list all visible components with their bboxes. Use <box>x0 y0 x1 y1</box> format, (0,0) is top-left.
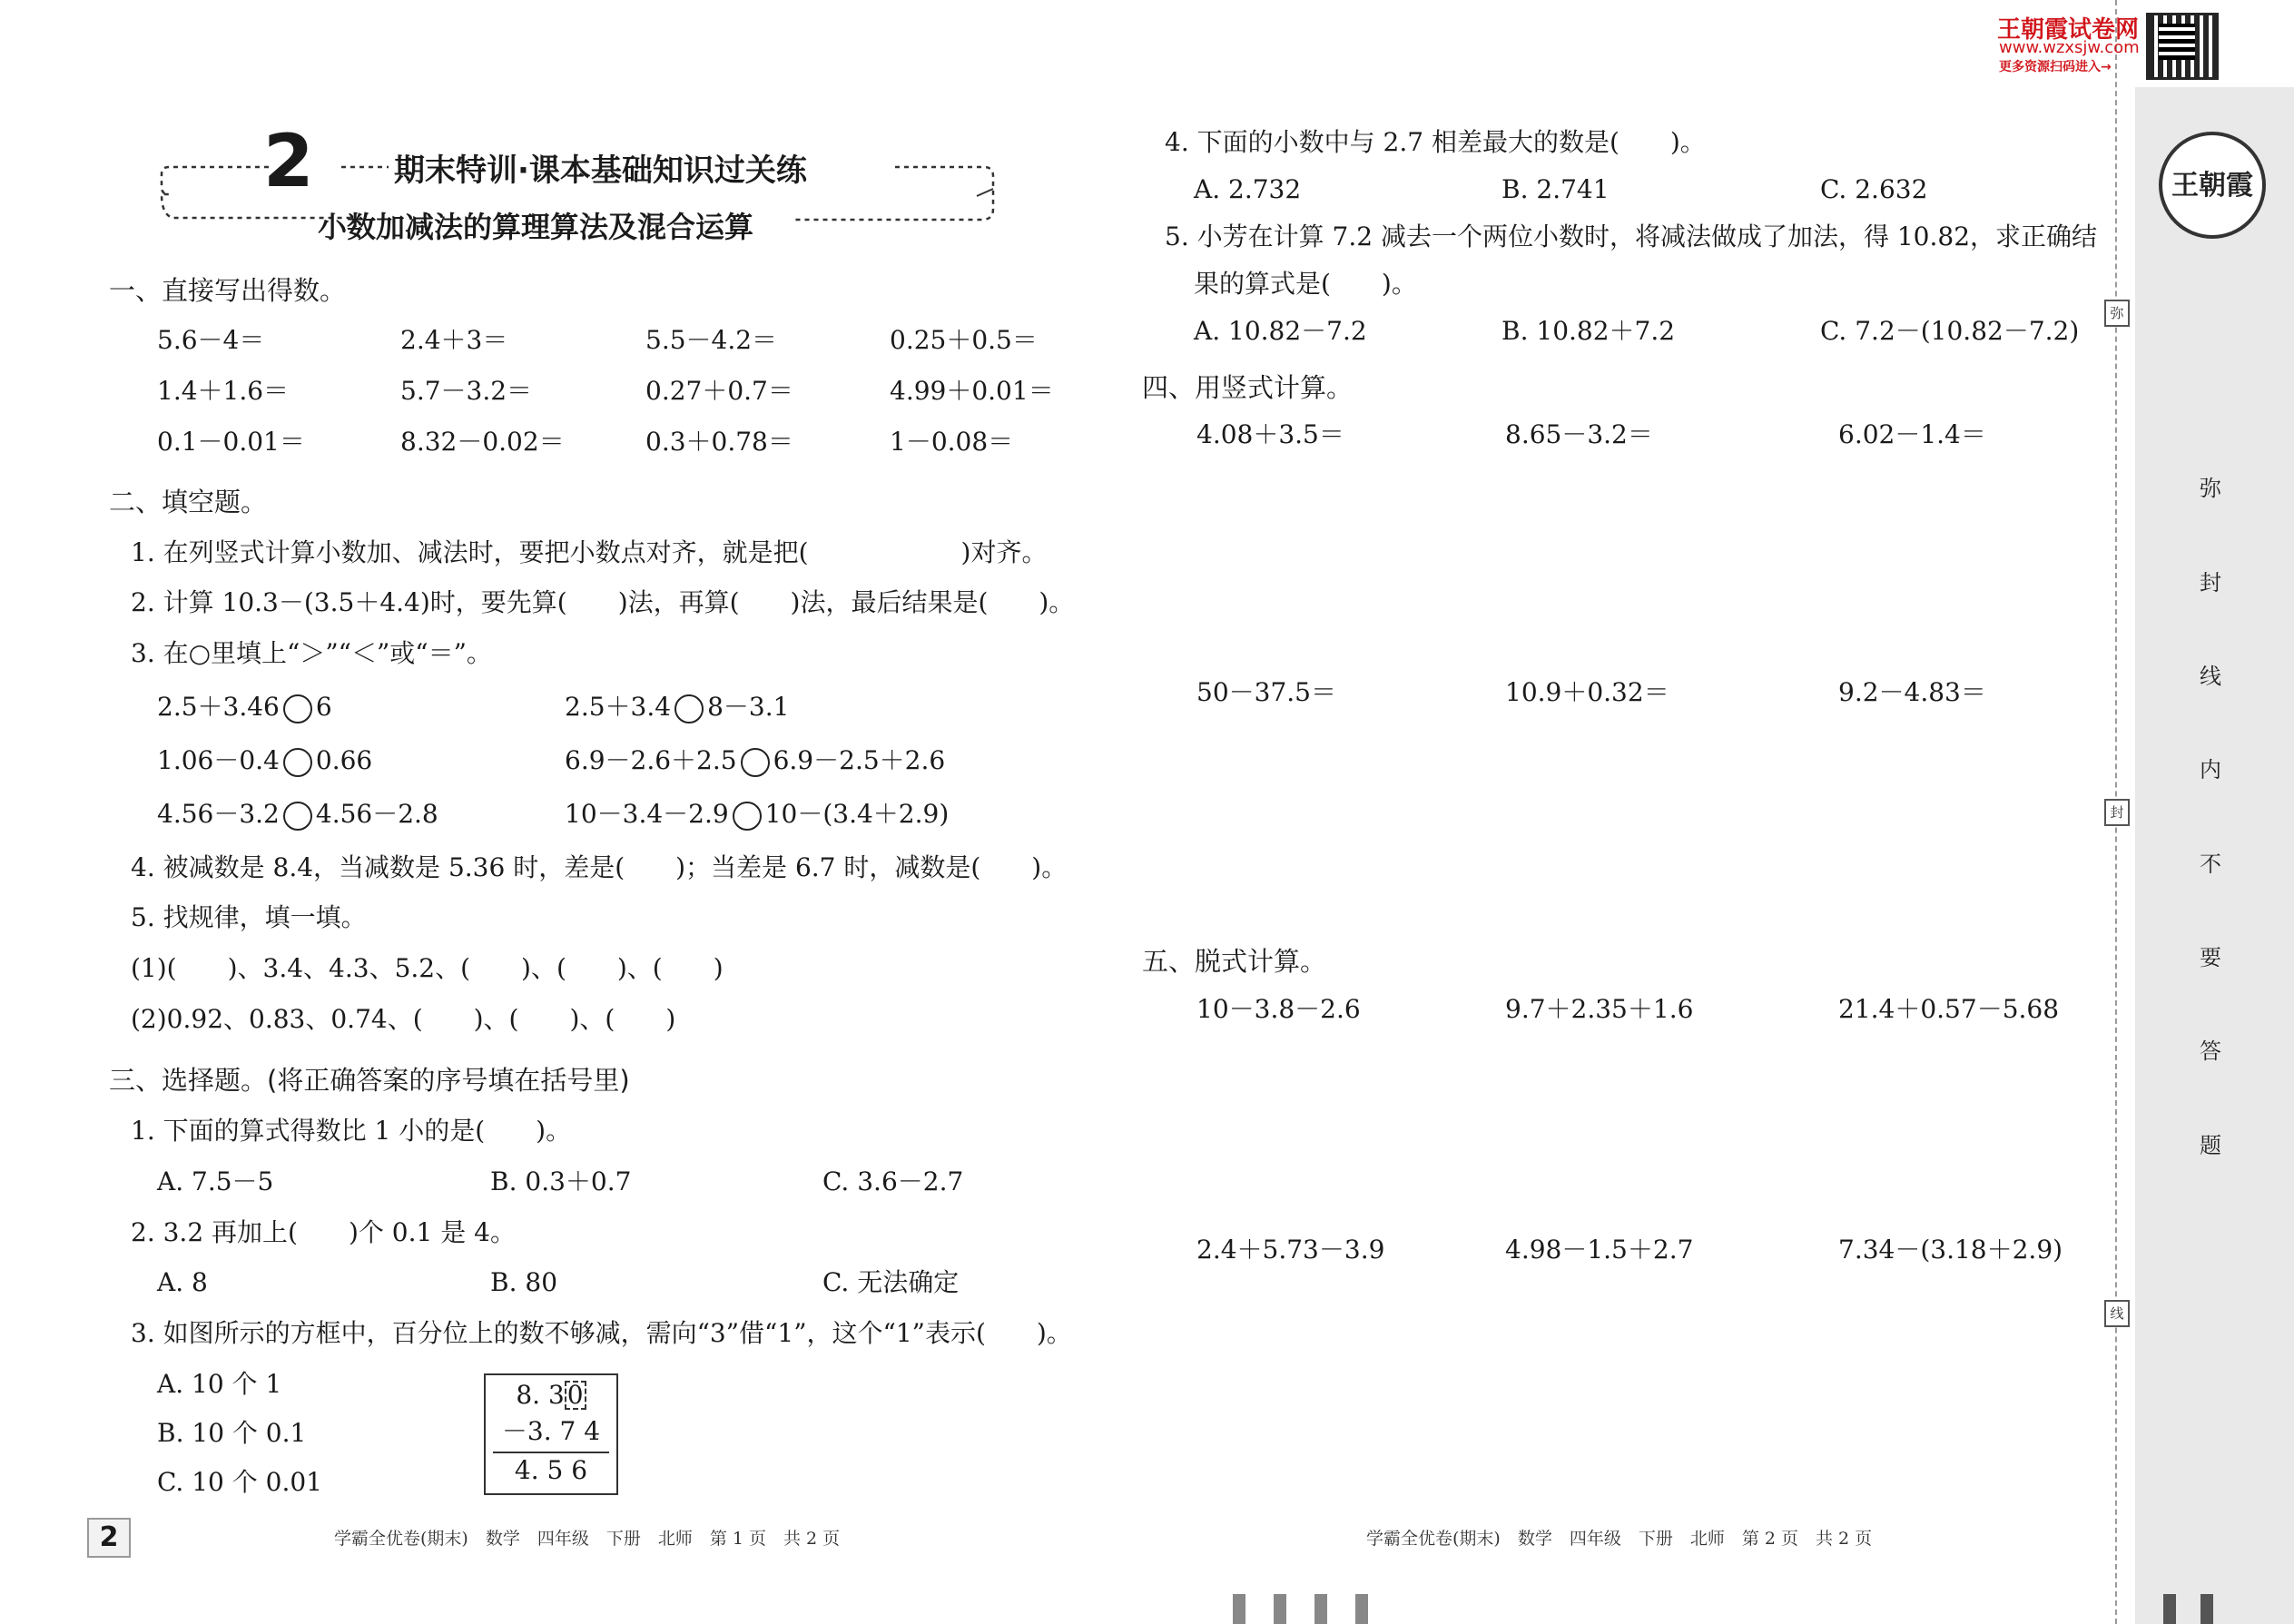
choice-question: 3. 如图所示的方框中，百分位上的数不够减，需向“3”借“1”，这个“1”表示( )。 <box>131 1318 1072 1348</box>
section-4-heading: 四、用竖式计算。 <box>1142 372 1354 403</box>
choice-question: 1. 下面的算式得数比 1 小的是( )。 <box>131 1116 572 1146</box>
registration-bar <box>2200 1594 2213 1624</box>
choice-option: B. 10 个 0.1 <box>157 1418 307 1448</box>
calc-item: 5.6－4＝ <box>157 325 265 355</box>
section-1-heading: 一、直接写出得数。 <box>109 275 347 306</box>
section-2-heading: 二、填空题。 <box>109 487 268 517</box>
compare-circle[interactable] <box>283 802 312 831</box>
choice-option: A. 2.732 <box>1194 174 1302 204</box>
hundredths-dashed-box: 0 <box>565 1381 586 1410</box>
section-5-heading: 五、脱式计算。 <box>1142 946 1327 977</box>
calc-item: 5.7－3.2＝ <box>400 376 533 406</box>
fill-question: 1. 在列竖式计算小数加、减法时，要把小数点对齐，就是把( )对齐。 <box>131 537 1048 567</box>
choice-option: B. 80 <box>490 1267 558 1297</box>
calc-item: 0.3＋0.78＝ <box>645 427 793 457</box>
side-char: 封 <box>2200 570 2221 595</box>
page-number-badge: 2 <box>87 1518 131 1558</box>
registration-bar <box>1314 1594 1327 1624</box>
fill-question: 3. 在○里填上“＞”“＜”或“＝”。 <box>131 638 492 668</box>
calc-item: 8.32－0.02＝ <box>400 427 565 457</box>
choice-option: A. 7.5－5 <box>157 1166 274 1196</box>
step-calc: 7.34－(3.18＋2.9) <box>1838 1235 2063 1265</box>
brand-logo <box>2159 132 2266 239</box>
seal-mark: 线 <box>2104 1300 2130 1327</box>
step-calc: 10－3.8－2.6 <box>1196 994 1361 1024</box>
vertical-calc: 10.9＋0.32＝ <box>1505 677 1669 707</box>
compare-circle[interactable] <box>674 694 704 723</box>
figure-line-3: 4. 5 6 <box>514 1455 588 1485</box>
subtraction-figure <box>484 1373 618 1495</box>
compare-item: 4.56－3.2 4.56－2.8 <box>157 799 438 829</box>
figure-rule <box>493 1452 609 1453</box>
seal-mark: 弥 <box>2104 300 2130 327</box>
choice-option: C. 无法确定 <box>822 1267 960 1297</box>
step-calc: 2.4＋5.73－3.9 <box>1196 1235 1385 1265</box>
vertical-calc: 8.65－3.2＝ <box>1505 419 1653 449</box>
pattern-line: (1)( )、3.4、4.3、5.2、( )、( )、( ) <box>131 953 724 983</box>
choice-question: 4. 下面的小数中与 2.7 相差最大的数是( )。 <box>1165 127 1706 157</box>
choice-option: B. 2.741 <box>1501 174 1610 204</box>
calc-item: 0.27＋0.7＝ <box>645 376 793 406</box>
registration-bar <box>1274 1594 1286 1624</box>
vertical-calc: 4.08＋3.5＝ <box>1196 419 1344 449</box>
fill-question: 5. 找规律，填一填。 <box>131 902 367 932</box>
vertical-calc: 9.2－4.83＝ <box>1838 677 1986 707</box>
compare-item: 2.5＋3.4 8－3.1 <box>565 692 790 722</box>
registration-bar <box>2163 1594 2176 1624</box>
watermark-url[interactable]: www.wzxsjw.com <box>1999 38 2140 57</box>
compare-circle[interactable] <box>283 694 312 723</box>
calc-item: 5.5－4.2＝ <box>645 325 778 355</box>
choice-option: C. 10 个 0.01 <box>157 1467 323 1497</box>
side-char: 弥 <box>2200 476 2221 501</box>
fill-question: 2. 计算 10.3－(3.5＋4.4)时，要先算( )法，再算( )法，最后结果是( )。 <box>131 587 1075 617</box>
calc-item: 1－0.08＝ <box>890 427 1014 457</box>
choice-question: 2. 3.2 再加上( )个 0.1 是 4。 <box>131 1217 516 1247</box>
section-3-heading: 三、选择题。(将正确答案的序号填在括号里) <box>109 1065 630 1096</box>
watermark-title: 王朝霞试卷网 <box>1997 16 2140 44</box>
qr-code-pattern <box>2159 24 2195 60</box>
step-calc: 9.7＋2.35＋1.6 <box>1505 994 1694 1024</box>
compare-item: 1.06－0.4 0.66 <box>157 745 373 775</box>
choice-option: C. 3.6－2.7 <box>822 1166 964 1196</box>
compare-circle[interactable] <box>733 802 762 831</box>
calc-item: 4.99＋0.01＝ <box>890 376 1054 406</box>
choice-question-cont: 果的算式是( )。 <box>1194 269 1417 299</box>
side-char: 内 <box>2200 757 2221 782</box>
seal-mark: 封 <box>2104 799 2130 826</box>
calc-item: 2.4＋3＝ <box>400 325 508 355</box>
choice-question: 5. 小芳在计算 7.2 减去一个两位小数时，将减法做成了加法，得 10.82，求正确结 <box>1165 221 2098 251</box>
choice-option: B. 0.3＋0.7 <box>490 1166 632 1196</box>
compare-circle[interactable] <box>741 748 770 777</box>
calc-item: 0.25＋0.5＝ <box>890 325 1038 355</box>
pattern-line: (2)0.92、0.83、0.74、( )、( )、( ) <box>131 1004 676 1034</box>
step-calc: 4.98－1.5＋2.7 <box>1505 1235 1694 1265</box>
calc-item: 0.1－0.01＝ <box>157 427 305 457</box>
figure-line-1: 8. 3 0 <box>486 1380 616 1411</box>
side-char: 答 <box>2200 1038 2221 1064</box>
choice-option: B. 10.82＋7.2 <box>1501 316 1676 346</box>
footer-left: 学霸全优卷(期末) 数学 四年级 下册 北师 第 1 页 共 2 页 <box>334 1529 841 1549</box>
registration-bar <box>1233 1594 1245 1624</box>
lesson-number: 2 <box>263 119 314 203</box>
compare-circle[interactable] <box>283 748 312 777</box>
choice-option: A. 10 个 1 <box>157 1369 282 1399</box>
registration-bar <box>1355 1594 1368 1624</box>
page-subtitle: 小数加减法的算理算法及混合运算 <box>318 210 754 244</box>
side-char: 要 <box>2200 945 2221 970</box>
figure-line-2: －3. 7 4 <box>501 1416 601 1446</box>
logo-text: 王朝霞 <box>2171 170 2253 202</box>
side-char: 题 <box>2200 1133 2221 1158</box>
step-calc: 21.4＋0.57－5.68 <box>1838 994 2060 1024</box>
choice-option: A. 10.82－7.2 <box>1194 316 1367 346</box>
footer-right: 学霸全优卷(期末) 数学 四年级 下册 北师 第 2 页 共 2 页 <box>1366 1529 1873 1549</box>
calc-item: 1.4＋1.6＝ <box>157 376 290 406</box>
watermark-note: 更多资源扫码进入→ <box>1999 60 2112 74</box>
page-title: 期末特训·课本基础知识过关练 <box>394 153 807 189</box>
choice-option: C. 7.2－(10.82－7.2) <box>1820 316 2080 346</box>
vertical-calc: 6.02－1.4＝ <box>1838 419 1986 449</box>
compare-item: 2.5＋3.46 6 <box>157 692 332 722</box>
compare-item: 6.9－2.6＋2.5 6.9－2.5＋2.6 <box>565 745 946 775</box>
side-char: 线 <box>2200 664 2221 689</box>
fill-question: 4. 被减数是 8.4，当减数是 5.36 时，差是( )；当差是 6.7 时，减数是( )。 <box>131 852 1068 882</box>
choice-option: A. 8 <box>157 1267 208 1297</box>
compare-item: 10－3.4－2.9 10－(3.4＋2.9) <box>565 799 950 829</box>
choice-option: C. 2.632 <box>1820 174 1928 204</box>
side-char: 不 <box>2200 851 2221 877</box>
vertical-calc: 50－37.5＝ <box>1196 677 1336 707</box>
